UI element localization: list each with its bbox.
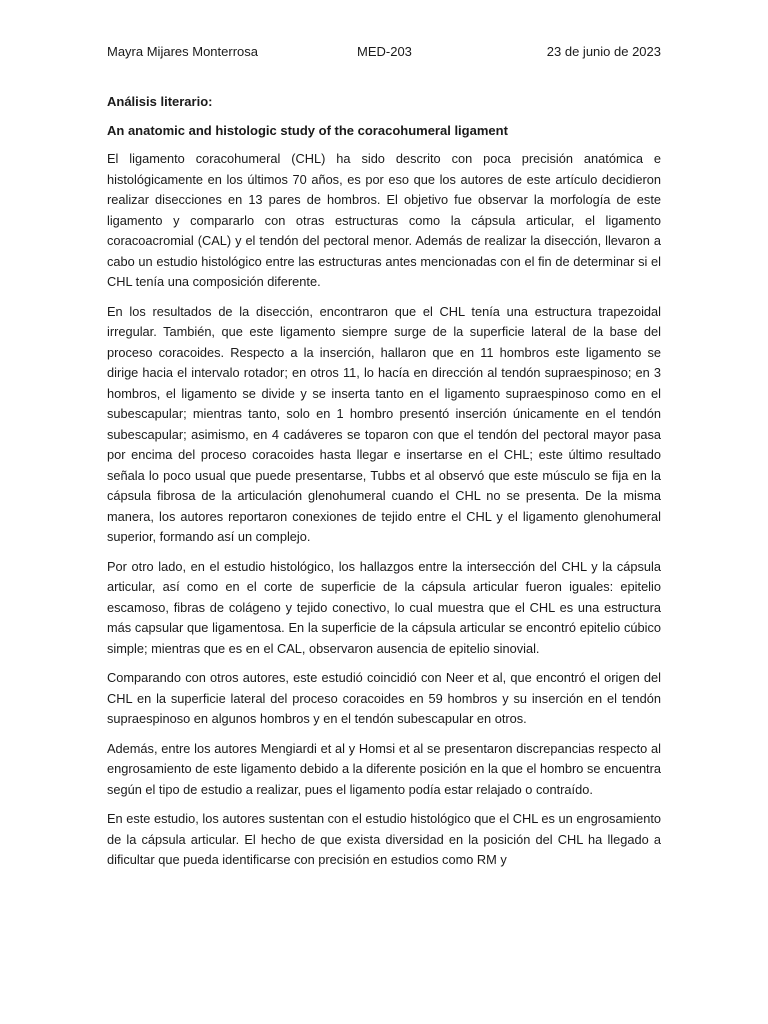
- document-page: [107, 44, 661, 871]
- document-date: 23 de junio de 2023: [546, 44, 661, 59]
- paragraph: En los resultados de la disección, encontraron que el CHL tenía una estructura trapezoidal irregular. También, que este ligamento siempre surge de la superficie lateral de la base del proceso coracoides. Respecto a la inserción, hallaron que en 11 hombros este ligamento se dirige hacia el intervalo rotador; en otros 11, lo hacía en dirección al tendón supraespinoso; en 3 hombros, el ligamento se divide y se inserta tanto en el ligamento supraespinoso como en el subescapular; mientras tanto, solo en 1 hombro presentó inserción únicamente en el tendón subescapular; asimismo, en 4 cadáveres se toparon con que el tendón del pectoral mayor pasa por encima del proceso coracoides hasta llegar e insertarse en el CHL; este último resultado señala lo poco usual que puede presentarse, Tubbs et al observó que este músculo se fija en la cápsula fibrosa de la articulación glenohumeral cuando el CHL no se presenta. De la misma manera, los autores reportaron conexiones de tejido entre el CHL y el ligamento glenohumeral superior, formando así un complejo.: [107, 303, 661, 544]
- paragraph: Comparando con otros autores, este estudió coincidió con Neer et al, que encontró el origen del CHL en la superficie lateral del proceso coracoides en 59 hombros y su inserción en el tendón supraespinoso en algunos hombros y en el tendón subescapular en otros.: [107, 670, 661, 726]
- paragraph: En este estudio, los autores sustentan con el estudio histológico que el CHL es un engrosamiento de la cápsula articular. El hecho de que exista diversidad en la posición del CHL ha llegado a dificultar que pueda identificarse con precisión en estudios como RM y: [107, 811, 661, 867]
- author-name: Mayra Mijares Monterrosa: [107, 44, 258, 59]
- paragraph: Por otro lado, en el estudio histológico, los hallazgos entre la intersección del CHL y la cápsula articular, así como en el corte de superficie de la cápsula articular fueron iguales: epitelio escamoso, fibras de colágeno y tejido conectivo, lo cual muestra que el CHL es una estructura más capsular que ligamentosa. En la superficie de la cápsula articular se encontró epitelio cúbico simple; mientras que es en el CAL, observaron ausencia de epitelio sinovial.: [107, 558, 661, 656]
- paragraph: Además, entre los autores Mengiardi et al y Homsi et al se presentaron discrepancias respecto al engrosamiento de este ligamento debido a la diferente posición en la que el hombro se encuentra según el tipo de estudio a realizar, pues el ligamento podía estar relajado o contraído.: [107, 740, 661, 797]
- document-header: [107, 44, 661, 64]
- article-title: An anatomic and histologic study of the coracohumeral ligament: [107, 123, 508, 138]
- body-text: [107, 149, 661, 871]
- paragraph: El ligamento coracohumeral (CHL) ha sido descrito con poca precisión anatómica e histológicamente en los últimos 70 años, es por eso que los autores de este artículo decidieron realizar disecciones en 13 pares de hombros. El objetivo fue observar la morfología de este ligamento y compararlo con otras estructuras como la cápsula articular, el ligamento coracoacromial (CAL) y el tendón del pectoral menor. Además de realizar la disección, llevaron a cabo un estudio histológico entre las estructuras antes mencionadas con el fin de determinar si el CHL tenía una composición diferente.: [107, 151, 661, 289]
- section-title: Análisis literario:: [107, 94, 213, 109]
- course-code: MED-203: [357, 44, 412, 59]
